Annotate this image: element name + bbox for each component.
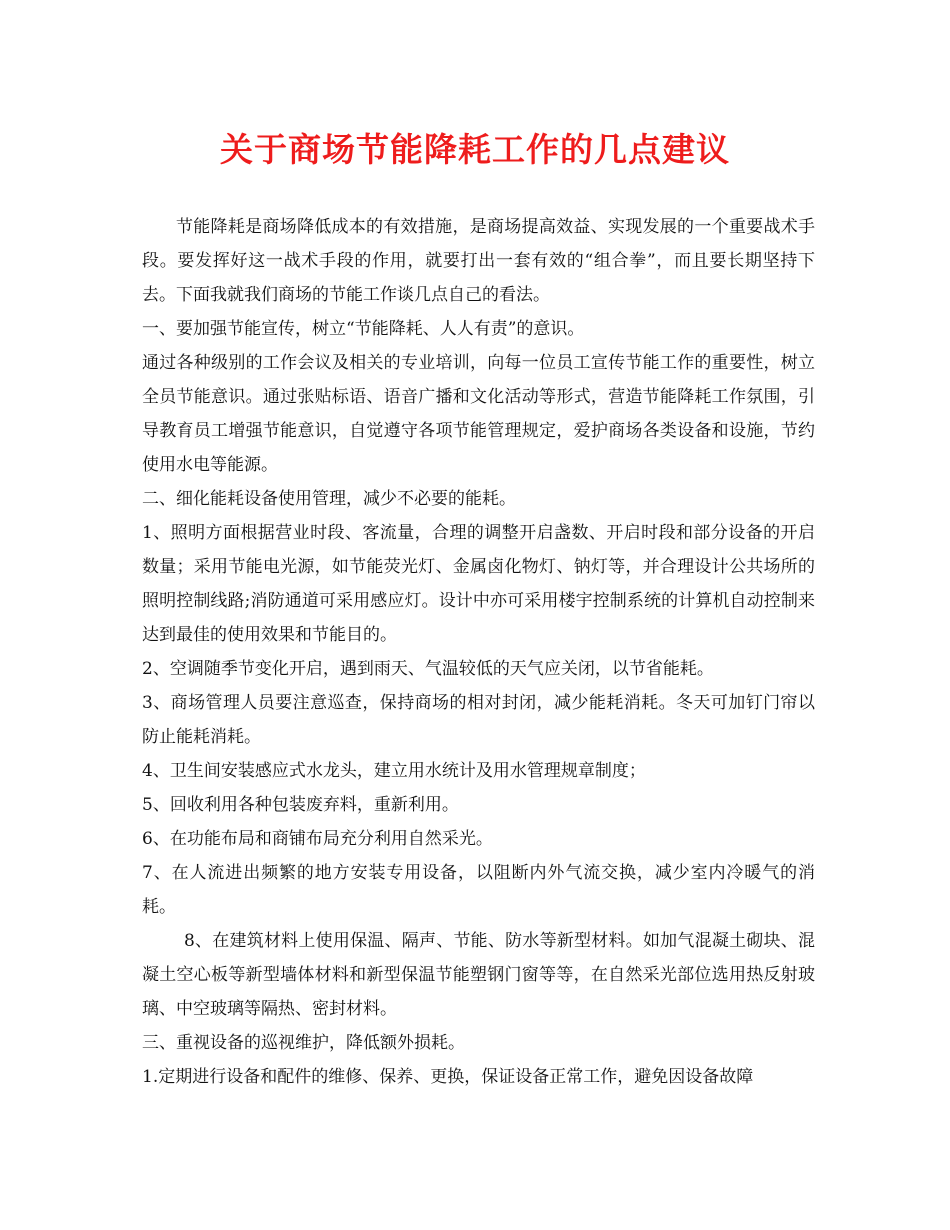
document-title: 关于商场节能降耗工作的几点建议 (220, 130, 730, 169)
section-heading-1: 一、要加强节能宣传，树立“节能降耗、人人有责”的意识。 (142, 319, 585, 339)
list-item-air-conditioning: 2、空调随季节变化开启，遇到雨天、气温较低的天气应关闭，以节省能耗。 (142, 659, 714, 679)
list-item-daylighting: 6、在功能布局和商铺布局充分利用自然采光。 (142, 829, 493, 849)
paragraph-publicity: 通过各种级别的工作会议及相关的专业培训，向每一位员工宣传节能工作的重要性，树立全员节能意识。通过张贴标语、语音广播和文化活动等形式，营造节能降耗工作氛围，引导教育员工增强节能意识，自觉遵守各项节能管理规定，爱护商场各类设备和设施，节约使用水电等能源。 (142, 353, 815, 475)
list-item-airflow: 7、在人流进出频繁的地方安装专用设备，以阻断内外气流交换，减少室内冷暖气的消耗。 (142, 863, 815, 917)
list-item-lighting: 1、照明方面根据营业时段、客流量，合理的调整开启盏数、开启时段和部分设备的开启数量；采用节能电光源，如节能荧光灯、金属卤化物灯、钠灯等，并合理设计公共场所的照明控制线路;消防通道可采用感应灯。设计中亦可采用楼宇控制系统的计算机自动控制来达到最佳的使用效果和节能目的。 (142, 523, 815, 645)
section-heading-3: 三、重视设备的巡视维护，降低额外损耗。 (142, 1033, 465, 1053)
section-heading-2: 二、细化能耗设备使用管理，减少不必要的能耗。 (142, 489, 516, 509)
document-body (142, 210, 815, 1094)
list-item-materials: 8、在建筑材料上使用保温、隔声、节能、防水等新型材料。如加气混凝土砌块、混凝土空心板等新型墙体材料和新型保温节能塑钢门窗等等，在自然采光部位选用热反射玻璃、中空玻璃等隔热、密封材料。 (142, 931, 815, 1019)
list-item-recycling: 5、回收利用各种包装废弃料，重新利用。 (142, 795, 459, 815)
list-item-inspection: 3、商场管理人员要注意巡查，保持商场的相对封闭，减少能耗消耗。冬天可加钉门帘以防止能耗消耗。 (142, 693, 815, 747)
list-item-restroom: 4、卫生间安装感应式水龙头，建立用水统计及用水管理规章制度； (142, 761, 646, 781)
list-item-maintenance: 1.定期进行设备和配件的维修、保养、更换，保证设备正常工作，避免因设备故障 (142, 1067, 754, 1087)
paragraph-intro: 节能降耗是商场降低成本的有效措施，是商场提高效益、实现发展的一个重要战术手段。要发挥好这一战术手段的作用，就要打出一套有效的“组合拳”，而且要长期坚持下去。下面我就我们商场的节能工作谈几点自己的看法。 (142, 217, 815, 305)
